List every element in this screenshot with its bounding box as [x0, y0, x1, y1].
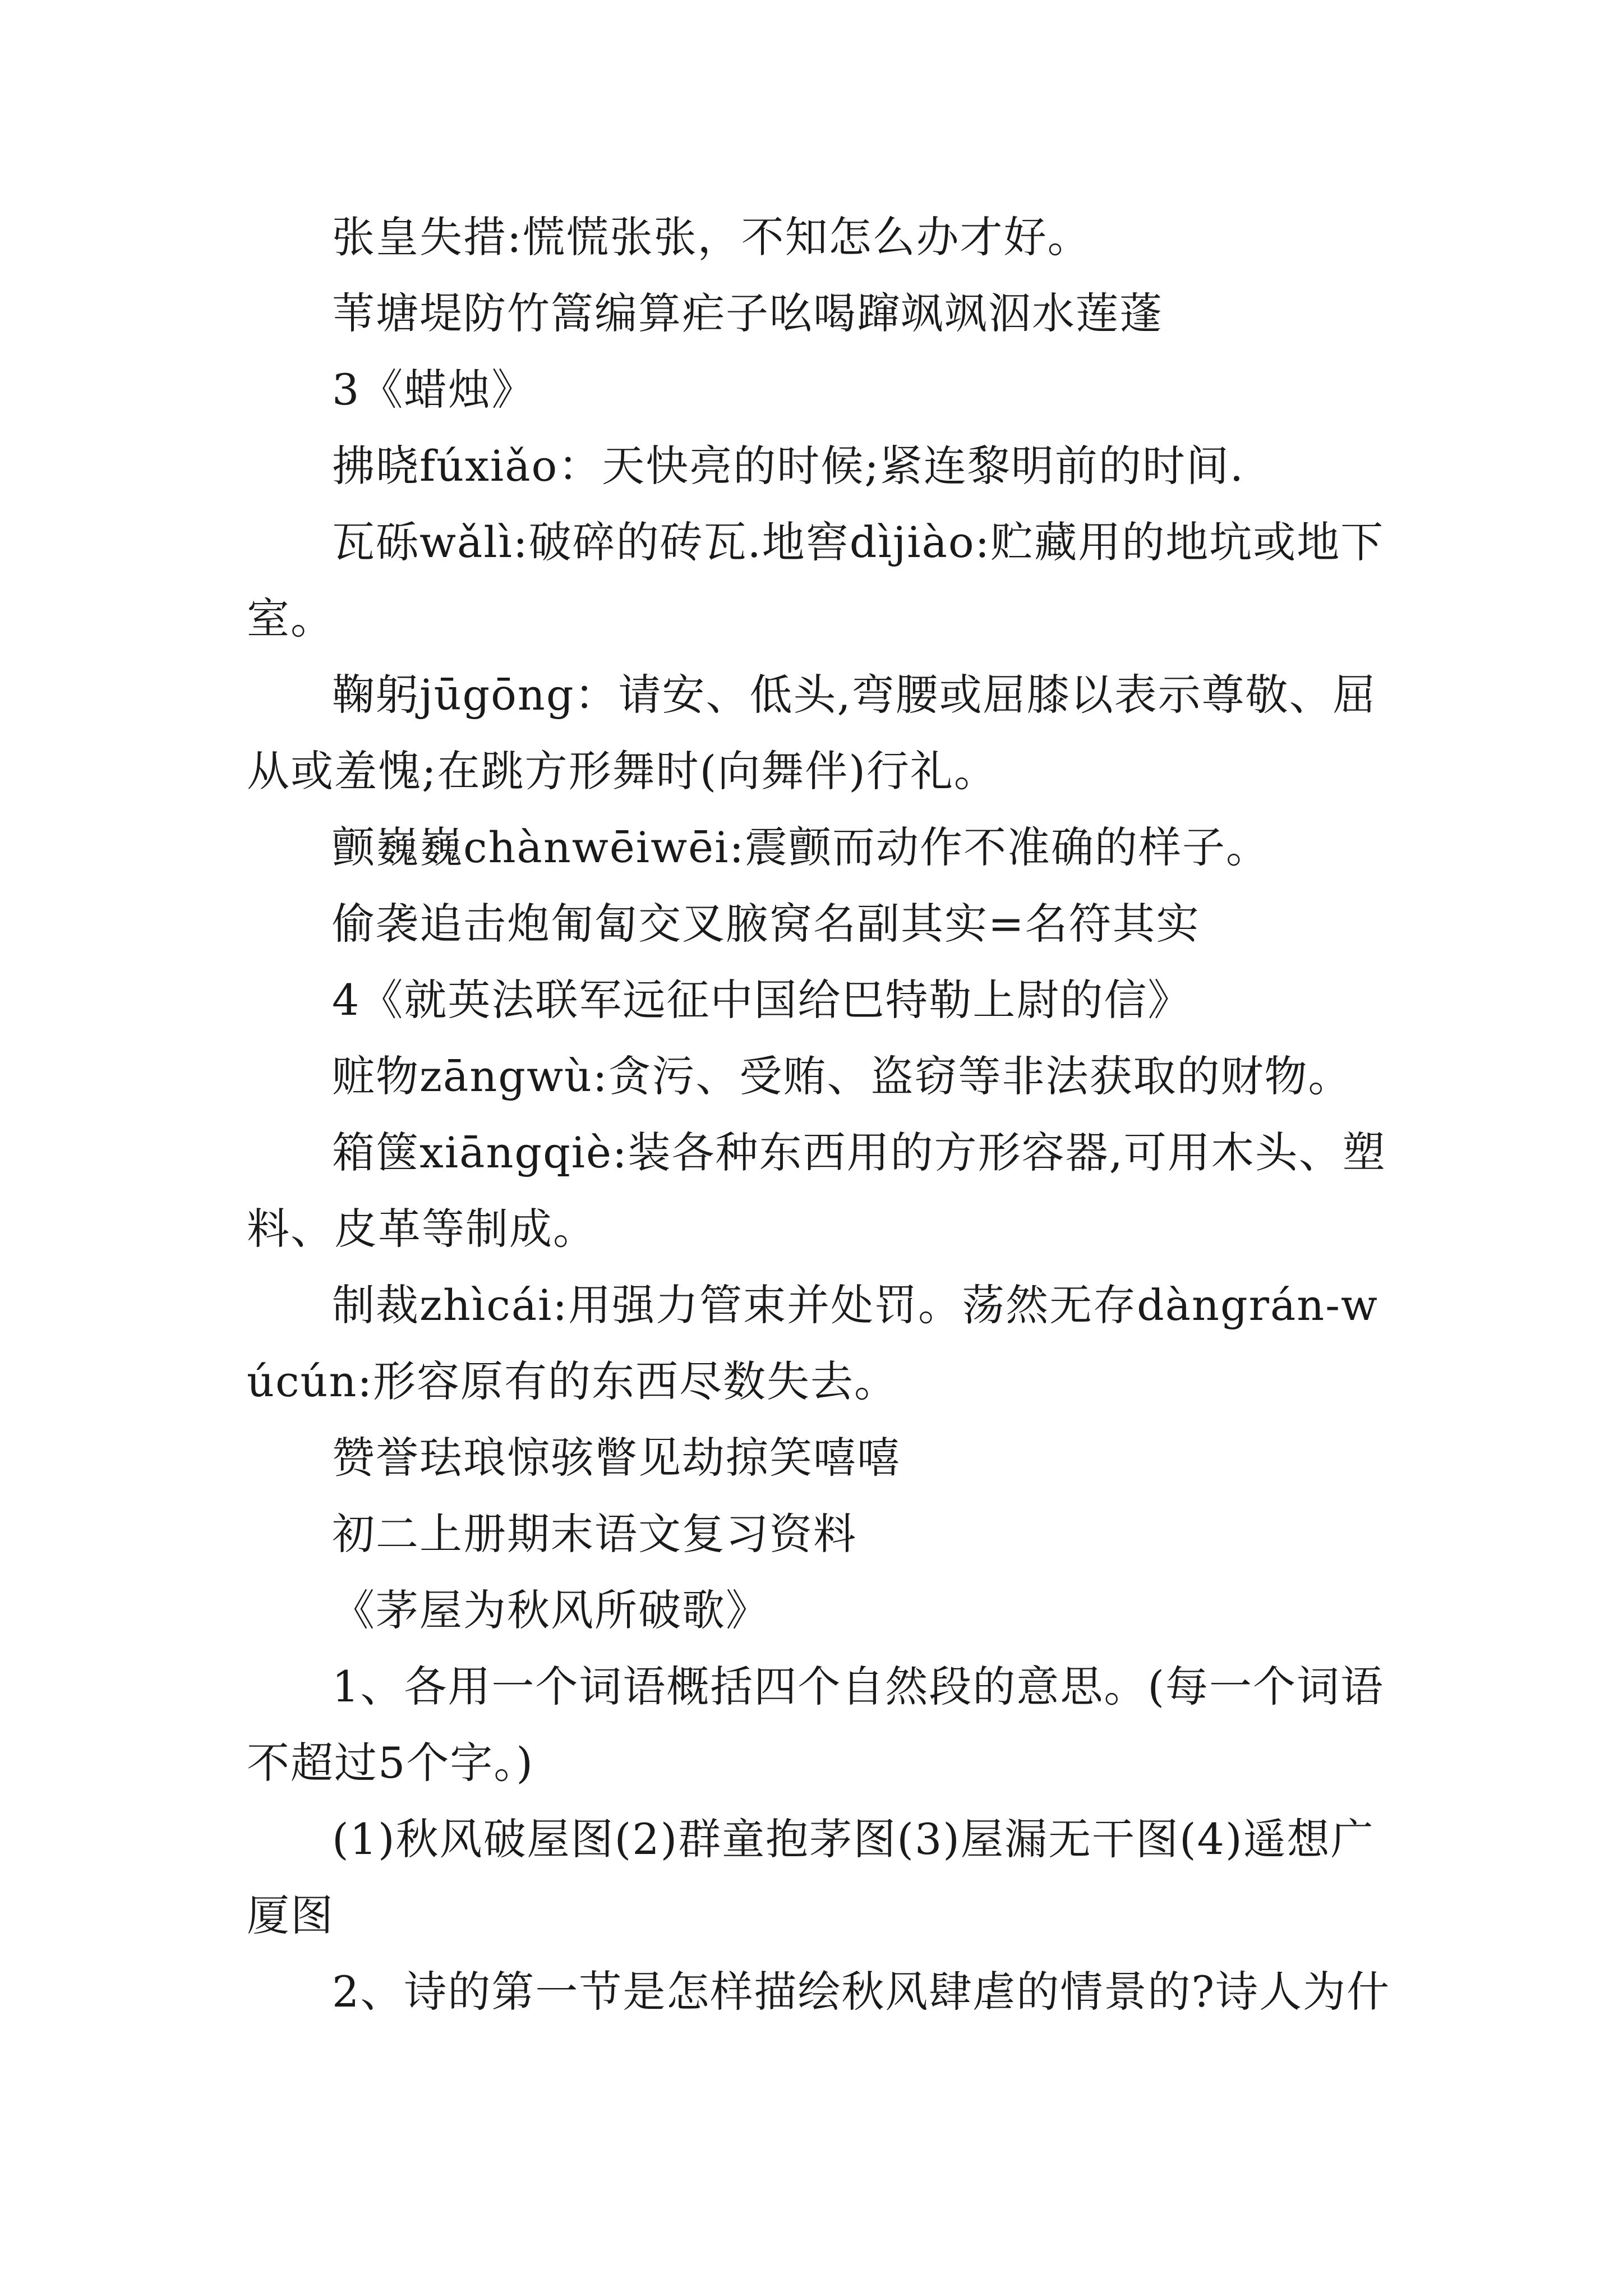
paragraph-6: 鞠躬jūgōng：请安、低头,弯腰或屈膝以表示尊敬、屈从或羞愧;在跳方形舞时(向舞伴)行礼。 — [247, 670, 1377, 796]
answer-1: (1)秋风破屋图(2)群童抱茅图(3)屋漏无干图(4)遥想广厦图 — [247, 1814, 1375, 1940]
paragraph-4: 拂晓fúxiǎo：天快亮的时候;紧连黎明前的时间. — [332, 441, 1245, 491]
poem-title: 《茅屋为秋风所破歌》 — [332, 1585, 769, 1635]
document-body — [247, 199, 1391, 2030]
paragraph-5: 瓦砾wǎlì:破碎的砖瓦.地窖dìjiào:贮藏用的地坑或地下室。 — [247, 517, 1385, 643]
paragraph-1: 张皇失措:慌慌张张，不知怎么办才好。 — [332, 212, 1091, 262]
section-heading-3: 3《蜡烛》 — [332, 365, 536, 415]
question-1: 1、各用一个词语概括四个自然段的意思。(每一个词语不超过5个字。) — [247, 1662, 1385, 1788]
question-2: 2、诗的第一节是怎样描绘秋风肆虐的情景的?诗人为什 — [332, 1967, 1391, 2017]
paragraph-10: 赃物zāngwù:贪污、受贿、盗窃等非法获取的财物。 — [332, 1051, 1352, 1101]
paragraph-13: 赞誉珐琅惊骇瞥见劫掠笑嘻嘻 — [332, 1433, 901, 1483]
section-heading-4: 4《就英法联军远征中国给巴特勒上尉的信》 — [332, 975, 1192, 1025]
paragraph-12: 制裁zhìcái:用强力管束并处罚。荡然无存dàngrán-wúcún:形容原有的东西尽数失去。 — [247, 1280, 1378, 1406]
paragraph-8: 偷袭追击炮匍匐交叉腋窝名副其实=名符其实 — [332, 899, 1200, 949]
paragraph-11: 箱箧xiāngqiè:装各种东西用的方形容器,可用木头、塑料、皮革等制成。 — [247, 1128, 1386, 1254]
paragraph-7: 颤巍巍chànwēiwēi:震颤而动作不准确的样子。 — [332, 822, 1270, 872]
document-title: 初二上册期末语文复习资料 — [332, 1509, 857, 1559]
paragraph-2: 苇塘堤防竹篙编算疟子吆喝蹿飒飒泅水莲蓬 — [332, 288, 1163, 338]
